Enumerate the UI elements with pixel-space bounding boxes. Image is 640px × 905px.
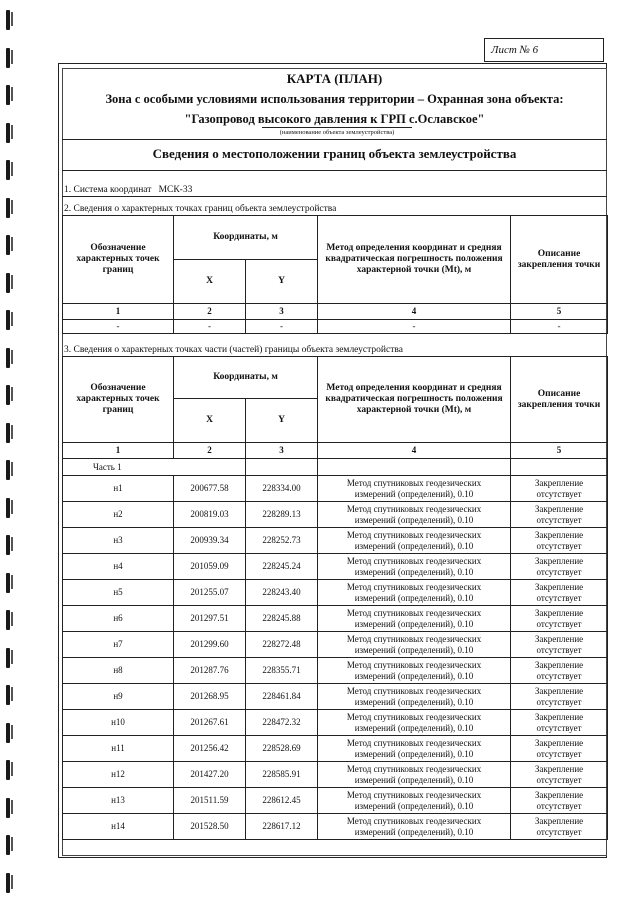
description-cell [511,606,608,632]
coord-y: 228585.91 [246,762,318,788]
coord-x: 200819.03 [174,502,246,528]
method-cell [318,762,511,788]
method-line: измерений (определений), 0.10 [354,800,474,811]
table-row [63,606,608,632]
table1-caption: 2. Сведения о характерных точках границ объекта землеустройства [64,204,337,214]
method-cell [318,684,511,710]
col-number: 5 [511,304,608,320]
spiral-binding [4,0,18,905]
binding-ring [6,460,10,480]
description-line: Закрепление [534,789,584,800]
coord-y: 228252.73 [246,528,318,554]
binding-ring [6,498,10,518]
col-description-header: Описание закрепления точки [511,357,608,443]
coord-y: 228472.32 [246,710,318,736]
description-cell [511,528,608,554]
col-number: 3 [246,304,318,320]
description-line: Закрепление [534,529,584,540]
description-line: Закрепление [534,815,584,826]
binding-ring [6,760,10,780]
description-line: Закрепление [534,763,584,774]
boundary-points-table [62,215,608,334]
coord-y: 228245.88 [246,606,318,632]
table-row [63,762,608,788]
col-number: 5 [511,443,608,459]
description-cell [511,736,608,762]
method-cell [318,476,511,502]
method-line: Метод спутниковых геодезических [346,763,482,774]
coord-x: 200677.58 [174,476,246,502]
coord-y: 228612.45 [246,788,318,814]
method-line: Метод спутниковых геодезических [346,555,482,566]
table-row [63,320,608,334]
description-line: Закрепление [534,477,584,488]
binding-ring [6,85,10,105]
coord-x: 201427.20 [174,762,246,788]
table-row [63,580,608,606]
description-cell [511,788,608,814]
method-line: измерений (определений), 0.10 [354,644,474,655]
description-line: отсутствует [536,540,582,551]
col-method-header: Метод определения координат и средняя квадратическая погрешность положения характерной точки (Mt), м [318,357,511,443]
coord-y: 228243.40 [246,580,318,606]
binding-ring [6,123,10,143]
point-id: н6 [63,606,174,632]
zone-description: Зона с особыми условиями использования территории – Охранная зона объекта: [105,92,564,106]
point-id: н10 [63,710,174,736]
col-number: 4 [318,443,511,459]
point-id: н11 [63,736,174,762]
coord-x: 201267.61 [174,710,246,736]
description-line: отсутствует [536,826,582,837]
point-id: н7 [63,632,174,658]
description-line: отсутствует [536,488,582,499]
binding-ring [6,423,10,443]
description-line: Закрепление [534,711,584,722]
binding-ring [6,235,10,255]
method-line: измерений (определений), 0.10 [354,514,474,525]
description-line: Закрепление [534,737,584,748]
binding-ring [6,610,10,630]
method-cell [318,606,511,632]
point-id: н14 [63,814,174,840]
table-row [63,476,608,502]
description-cell [511,476,608,502]
table-row [63,554,608,580]
point-id: н2 [63,502,174,528]
description-cell [511,684,608,710]
table-row [63,684,608,710]
cell-empty: - [63,320,174,334]
table-row [63,528,608,554]
coord-x: 201059.09 [174,554,246,580]
method-line: измерений (определений), 0.10 [354,722,474,733]
point-id: н3 [63,528,174,554]
binding-ring [6,835,10,855]
col-y-header: Y [246,260,318,304]
coord-y: 228528.69 [246,736,318,762]
method-line: измерений (определений), 0.10 [354,618,474,629]
description-line: отсутствует [536,748,582,759]
description-line: отсутствует [536,800,582,811]
col-coords-header: Координаты, м [174,216,318,260]
coord-x: 201256.42 [174,736,246,762]
coord-x: 201255.07 [174,580,246,606]
col-number: 1 [63,304,174,320]
table2-caption: 3. Сведения о характерных точках части (частей) границы объекта землеустройства [64,345,403,355]
col-designation-header: Обозначение характерных точек границ [63,357,174,443]
method-cell [318,554,511,580]
binding-ring [6,798,10,818]
method-line: измерений (определений), 0.10 [354,774,474,785]
cell-empty: - [511,320,608,334]
method-line: Метод спутниковых геодезических [346,789,482,800]
sheet-number-label: Лист № 6 [484,38,604,62]
point-id: н12 [63,762,174,788]
method-line: измерений (определений), 0.10 [354,592,474,603]
binding-ring [6,385,10,405]
coord-system-value: МСК-33 [158,185,193,195]
coord-x: 201528.50 [174,814,246,840]
binding-ring [6,10,10,30]
table-row [63,736,608,762]
coord-system-label: 1. Система координат [64,185,152,195]
object-name: "Газопровод высокого давления к ГРП с.Ославское" [184,112,485,126]
part-points-table [62,356,608,840]
point-id: н9 [63,684,174,710]
method-line: Метод спутниковых геодезических [346,633,482,644]
binding-ring [6,535,10,555]
method-cell [318,528,511,554]
table-row [63,502,608,528]
method-line: Метод спутниковых геодезических [346,581,482,592]
point-id: н5 [63,580,174,606]
part-label: Часть 1 [63,459,174,476]
description-line: отсутствует [536,696,582,707]
method-cell [318,814,511,840]
description-line: отсутствует [536,618,582,629]
binding-ring [6,273,10,293]
binding-ring [6,723,10,743]
coord-y: 228245.24 [246,554,318,580]
method-cell [318,658,511,684]
col-x-header: X [174,260,246,304]
description-line: отсутствует [536,592,582,603]
point-id: н4 [63,554,174,580]
point-id: н1 [63,476,174,502]
method-line: Метод спутниковых геодезических [346,815,482,826]
binding-ring [6,873,10,893]
method-line: Метод спутниковых геодезических [346,659,482,670]
table-row [63,814,608,840]
coord-y: 228289.13 [246,502,318,528]
table-row [63,632,608,658]
description-line: отсутствует [536,670,582,681]
description-line: Закрепление [534,607,584,618]
col-coords-header: Координаты, м [174,357,318,399]
method-line: измерений (определений), 0.10 [354,540,474,551]
col-number: 1 [63,443,174,459]
cell-empty: - [246,320,318,334]
col-x-header: X [174,399,246,443]
method-cell [318,580,511,606]
cell-empty: - [174,320,246,334]
description-cell [511,710,608,736]
method-cell [318,632,511,658]
method-line: измерений (определений), 0.10 [354,566,474,577]
binding-ring [6,348,10,368]
point-id: н13 [63,788,174,814]
section-title: Сведения о местоположении границ объекта землеустройства [152,146,517,161]
description-cell [511,502,608,528]
description-cell [511,580,608,606]
col-number: 2 [174,443,246,459]
binding-ring [6,198,10,218]
col-number: 2 [174,304,246,320]
coord-system-line [62,184,607,196]
binding-ring [6,648,10,668]
description-line: отсутствует [536,774,582,785]
description-cell [511,554,608,580]
coord-y: 228334.00 [246,476,318,502]
description-line: Закрепление [534,633,584,644]
method-line: Метод спутниковых геодезических [346,737,482,748]
table-row [63,710,608,736]
col-number: 4 [318,304,511,320]
description-line: Закрепление [534,503,584,514]
description-line: отсутствует [536,566,582,577]
description-line: Закрепление [534,581,584,592]
coord-x: 201511.59 [174,788,246,814]
coord-x: 201297.51 [174,606,246,632]
method-line: Метод спутниковых геодезических [346,685,482,696]
table-row [63,788,608,814]
binding-ring [6,48,10,68]
description-line: отсутствует [536,514,582,525]
description-line: отсутствует [536,644,582,655]
method-cell [318,788,511,814]
method-line: Метод спутниковых геодезических [346,503,482,514]
binding-ring [6,310,10,330]
coord-y: 228355.71 [246,658,318,684]
description-line: Закрепление [534,685,584,696]
col-y-header: Y [246,399,318,443]
coord-y: 228617.12 [246,814,318,840]
binding-ring [6,160,10,180]
method-line: Метод спутниковых геодезических [346,477,482,488]
method-line: Метод спутниковых геодезических [346,529,482,540]
method-line: измерений (определений), 0.10 [354,696,474,707]
coord-x: 201287.76 [174,658,246,684]
col-designation-header: Обозначение характерных точек границ [63,216,174,304]
divider [62,170,607,171]
coord-x: 200939.34 [174,528,246,554]
method-line: Метод спутниковых геодезических [346,711,482,722]
document-title: КАРТА (ПЛАН) [286,71,383,86]
method-line: измерений (определений), 0.10 [354,826,474,837]
description-cell [511,632,608,658]
method-line: измерений (определений), 0.10 [354,488,474,499]
method-line: Метод спутниковых геодезических [346,607,482,618]
method-cell [318,502,511,528]
description-cell [511,814,608,840]
divider [62,139,607,140]
object-name-caption: (наименование объекта землеустройства) [262,127,412,138]
cell-empty: - [318,320,511,334]
description-line: отсутствует [536,722,582,733]
binding-ring [6,685,10,705]
binding-ring [6,573,10,593]
method-line: измерений (определений), 0.10 [354,748,474,759]
method-cell [318,736,511,762]
description-line: Закрепление [534,659,584,670]
table-row [63,658,608,684]
col-description-header: Описание закрепления точки [511,216,608,304]
method-cell [318,710,511,736]
method-line: измерений (определений), 0.10 [354,670,474,681]
col-number: 3 [246,443,318,459]
coord-x: 201299.60 [174,632,246,658]
coord-y: 228272.48 [246,632,318,658]
divider [62,196,607,197]
point-id: н8 [63,658,174,684]
description-cell [511,762,608,788]
col-method-header: Метод определения координат и средняя квадратическая погрешность положения характерной точки (Mt), м [318,216,511,304]
coord-y: 228461.84 [246,684,318,710]
description-line: Закрепление [534,555,584,566]
description-cell [511,658,608,684]
coord-x: 201268.95 [174,684,246,710]
